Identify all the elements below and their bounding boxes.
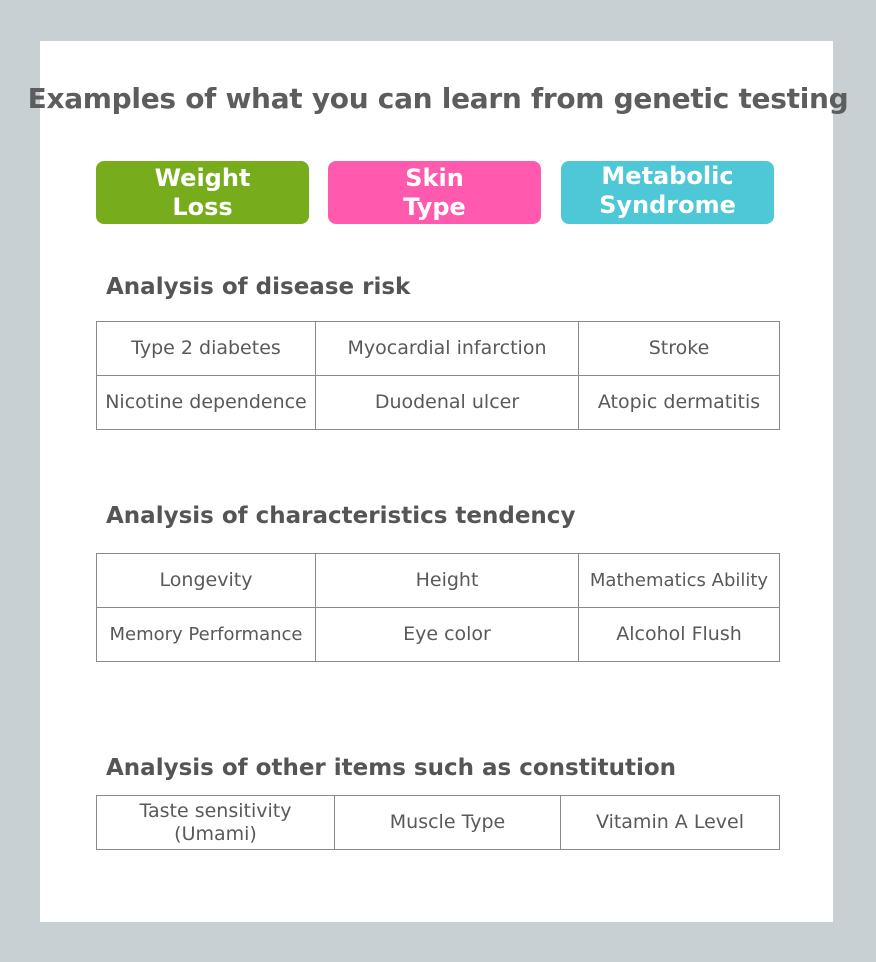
section-heading-other-items: Analysis of other items such as constitution: [106, 755, 677, 781]
table-row: [97, 608, 780, 662]
table-cell: Alcohol Flush: [579, 608, 780, 662]
category-weight-loss: [96, 161, 309, 224]
cell-line1: Taste sensitivity: [139, 799, 292, 822]
disease-risk-table: [96, 321, 780, 430]
category-label-line2: Loss: [172, 192, 233, 221]
table-cell: Atopic dermatitis: [579, 376, 780, 430]
category-label-line1: Weight: [154, 163, 251, 192]
cell-line2: (Umami): [174, 822, 257, 845]
section-heading-disease-risk: Analysis of disease risk: [106, 274, 411, 300]
page-title: Examples of what you can learn from genetic testing: [27, 82, 849, 115]
table-row: [97, 376, 780, 430]
table-cell: Height: [316, 554, 579, 608]
table-row: [97, 796, 780, 850]
category-label-line2: Syndrome: [599, 190, 736, 219]
table-row: [97, 322, 780, 376]
category-label-line1: Skin: [405, 163, 464, 192]
table-cell: Muscle Type: [335, 796, 561, 850]
table-cell: Eye color: [316, 608, 579, 662]
category-metabolic-syndrome: [561, 161, 774, 224]
table-cell: Duodenal ulcer: [316, 376, 579, 430]
table-cell: Myocardial infarction: [316, 322, 579, 376]
table-cell: [97, 796, 335, 850]
table-cell: Longevity: [97, 554, 316, 608]
section-heading-characteristics: Analysis of characteristics tendency: [106, 503, 576, 529]
other-items-table: [96, 795, 780, 850]
category-label-line1: Metabolic: [601, 161, 734, 190]
characteristics-table: [96, 553, 780, 662]
table-cell: Vitamin A Level: [561, 796, 780, 850]
category-skin-type: [328, 161, 541, 224]
table-cell: Memory Performance: [97, 608, 316, 662]
table-row: [97, 554, 780, 608]
table-cell: Stroke: [579, 322, 780, 376]
category-label-line2: Type: [403, 192, 466, 221]
table-cell: Mathematics Ability: [579, 554, 780, 608]
table-cell: Nicotine dependence: [97, 376, 316, 430]
table-cell: Type 2 diabetes: [97, 322, 316, 376]
